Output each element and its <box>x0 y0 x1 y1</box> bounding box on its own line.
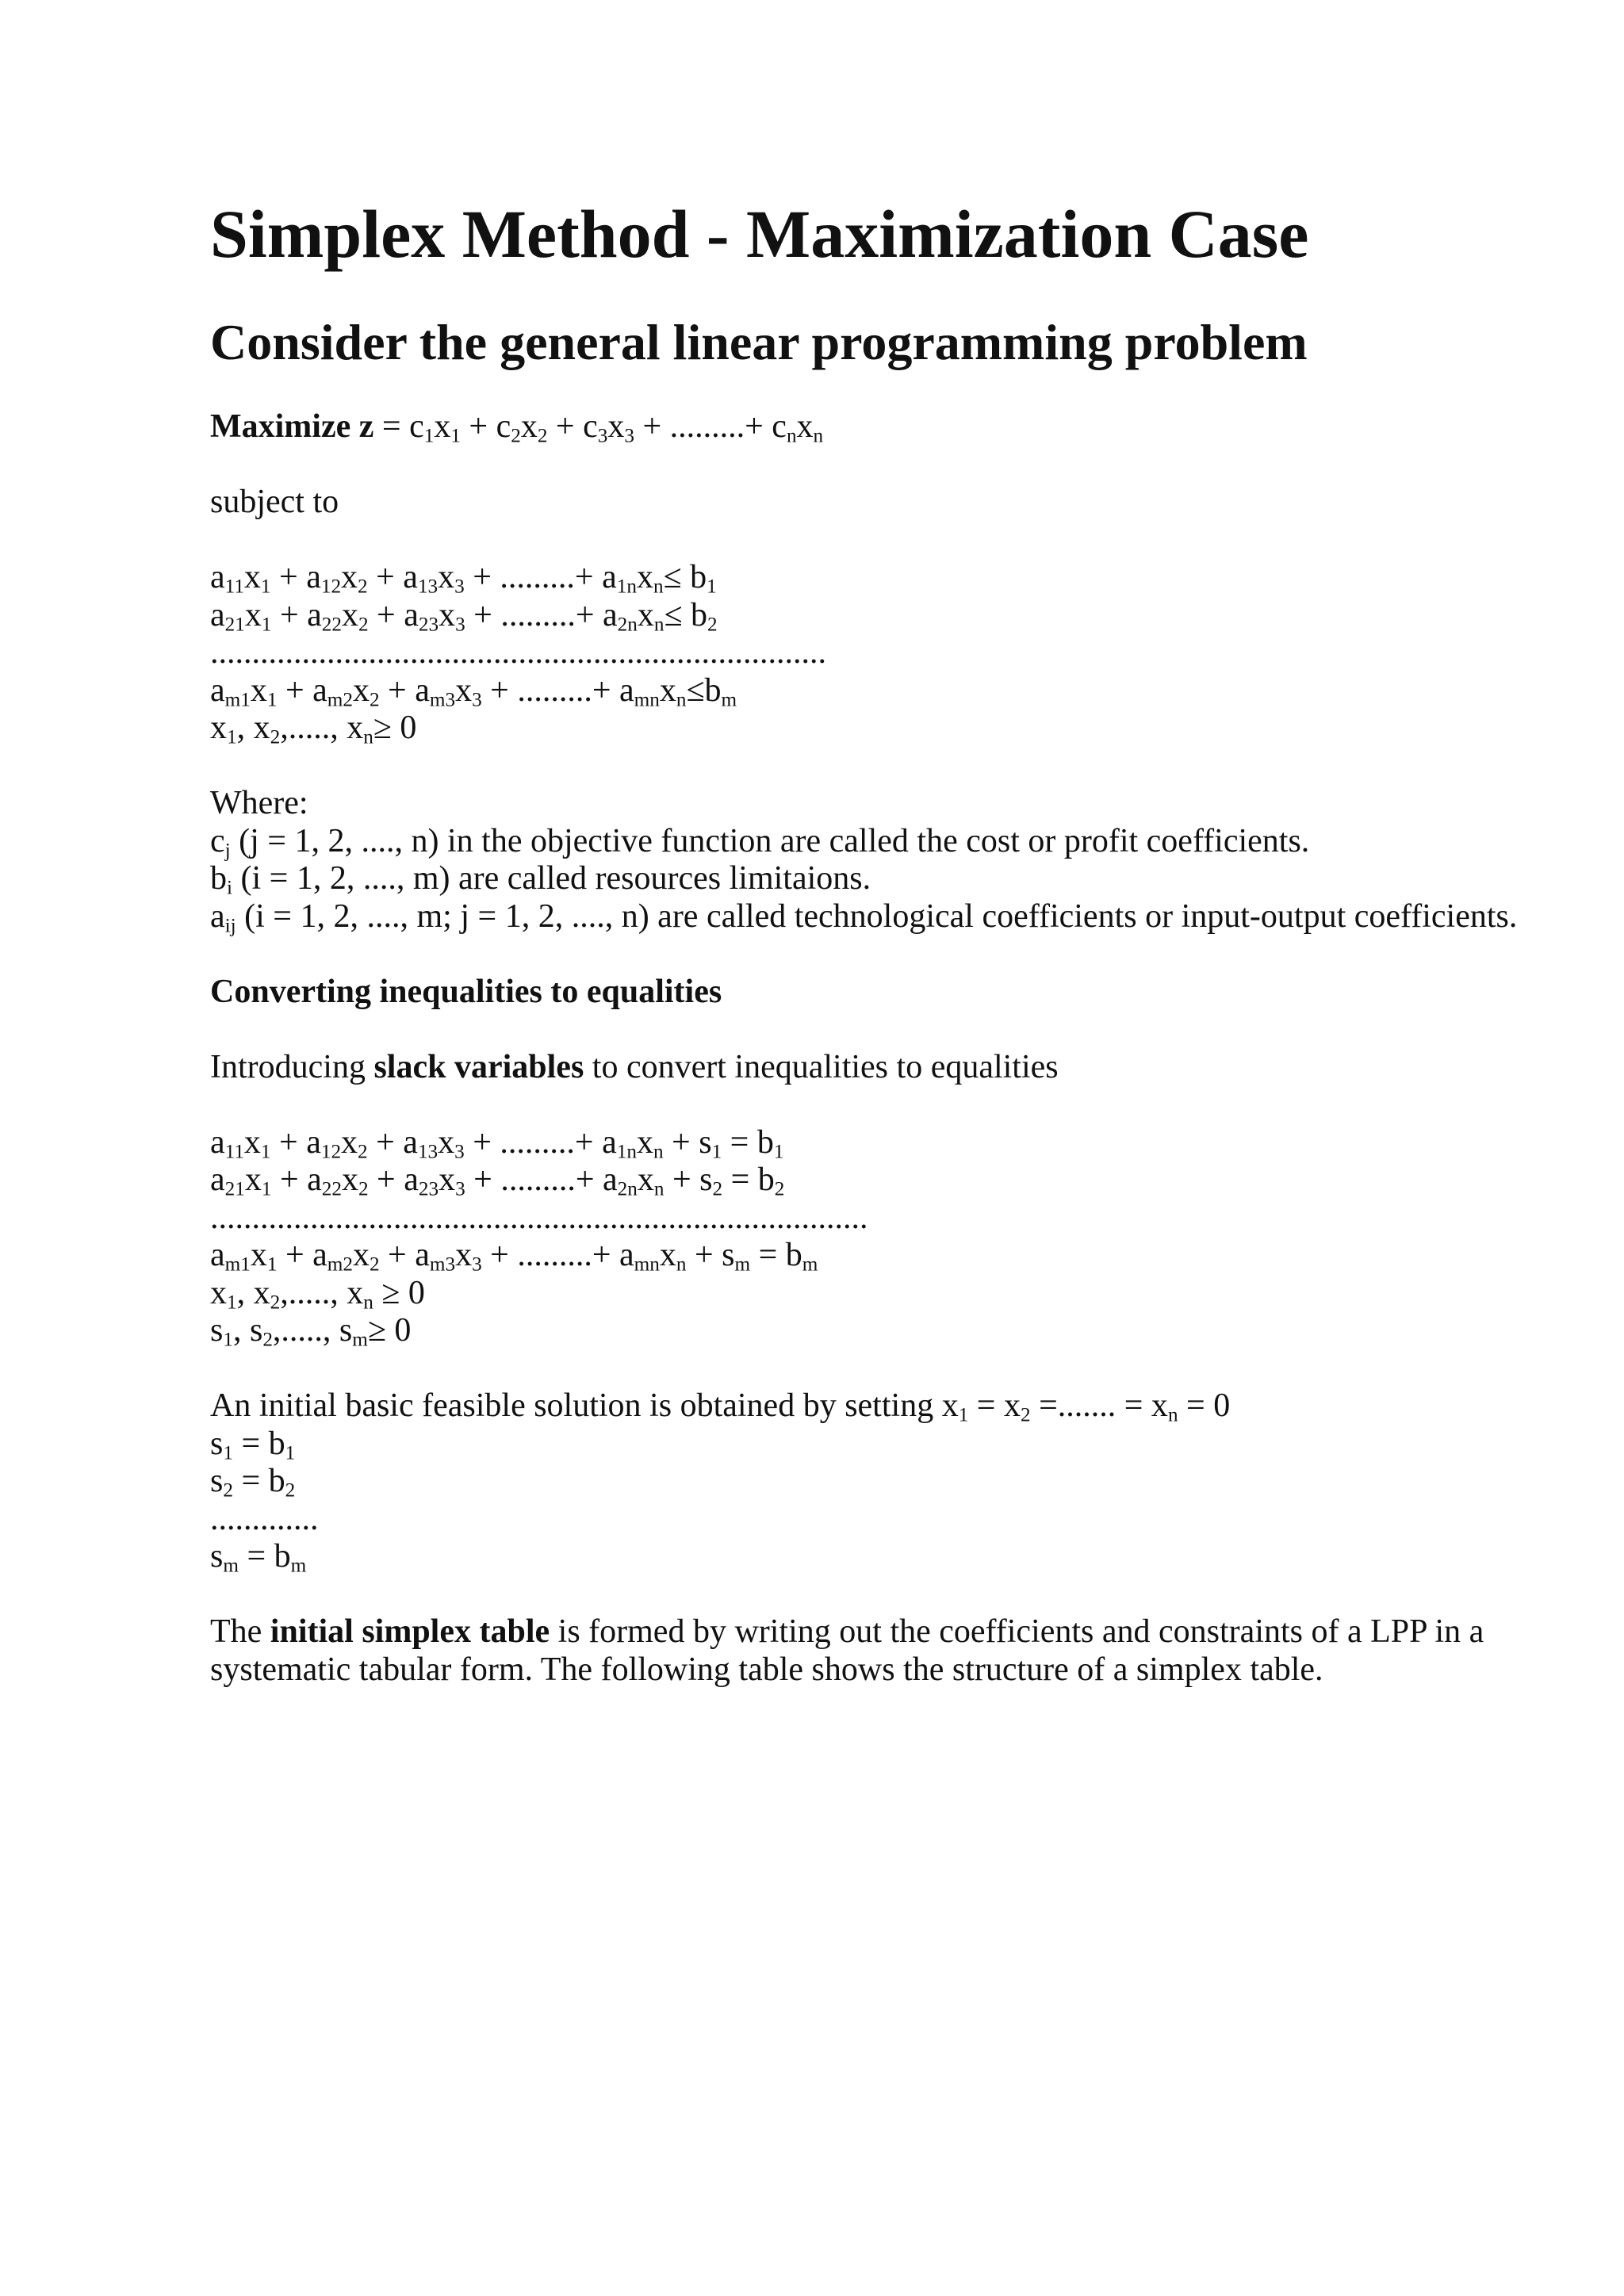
equality-line: $a_{21}x_1 + a_{22}x_2 + a_{23}x_3$ + .........+ $a_{2n}x_n + s_2 = b_2$ <box>210 1161 785 1200</box>
constraint-line: $a_{21}x_1 + a_{22}x_2 + a_{23}x_3$ + .........+ $a_{2n}x_n\le b_2$ <box>210 596 718 635</box>
section-subtitle: Consider the general linear programming problem <box>210 314 1308 370</box>
equality-line: ............................................................................... <box>210 1199 868 1236</box>
constraint-line: $a_{m1}x_1 + a_{m2}x_2 + a_{m3}x_3$ + .........+ $a_{mn}x_n\le b_m$ <box>210 672 737 710</box>
slack-variables-term: slack variables <box>373 1048 584 1085</box>
objective-expression: = $c_1x_1 + c_2x_2 + c_3x_3$ + .........+ $c_nx_n$ <box>373 408 824 447</box>
equality-line: $x_1$, $x_2$,....., $x_n \ge 0$ <box>210 1274 425 1313</box>
document-body <box>210 408 1614 1689</box>
initial-solution-line: $s_2 = b_2$ <box>210 1463 296 1502</box>
objective-function <box>210 408 1614 446</box>
closing-after: is formed by writing out the coefficients and constraints of a LPP in a systematic tabular form. The following table shows the structure of a simplex table. <box>210 1613 1484 1688</box>
where-definitions <box>210 823 1614 936</box>
definition-line: $b_i$ (i = 1, 2, ...., m) are called resources limitaions. <box>210 860 871 899</box>
equality-line: $a_{m1}x_1 + a_{m2}x_2 + a_{m3}x_3$ + .........+ $a_{mn}x_n + s_m = b_m$ <box>210 1237 818 1276</box>
constraint-line: $x_1$, $x_2$,....., $x_n\ge 0$ <box>210 710 417 748</box>
page-title: Simplex Method - Maximization Case <box>210 196 1309 272</box>
initial-solution-line: $s_m = b_m$ <box>210 1538 307 1577</box>
initial-solution-line: ............. <box>210 1500 319 1537</box>
equality-line: $a_{11}x_1 + a_{12}x_2 + a_{13}x_3$ + .........+ $a_{1n}x_n + s_1 = b_1$ <box>210 1123 784 1162</box>
equality-line: $s_1$, $s_2$,....., $s_m\ge 0$ <box>210 1312 412 1351</box>
slack-intro-after: to convert inequalities to equalities <box>584 1048 1059 1085</box>
objective-label: Maximize z <box>210 408 374 445</box>
constraint-line: $a_{11}x_1 + a_{12}x_2 + a_{13}x_3$ + .........+ $a_{1n}x_n\le b_1$ <box>210 559 717 598</box>
converting-heading-text: Converting inequalities to equalities <box>210 973 722 1010</box>
definition-line: $c_j$ (j = 1, 2, ...., n) in the objective function are called the cost or profit coefficients. <box>210 822 1310 861</box>
initial-solution-line: $s_1 = b_1$ <box>210 1425 296 1464</box>
subject-to-label: subject to <box>210 484 339 520</box>
initial-solution-line: An initial basic feasible solution is obtained by setting $x_1 = x_2$ =....... = $x_n = 0$ <box>210 1387 1231 1426</box>
converting-heading <box>210 974 1614 1012</box>
slack-intro <box>210 1049 1614 1087</box>
definition-line: $a_{ij}$ (i = 1, 2, ...., m; j = 1, 2, ...., n) are called technological coefficients or input-output coefficients. <box>210 897 1518 936</box>
closing-paragraph <box>210 1613 1614 1689</box>
initial-solution-block <box>210 1387 1614 1576</box>
slack-intro-before: Introducing <box>210 1048 374 1085</box>
equalities-block <box>210 1124 1614 1350</box>
constraint-line: .......................................................................... <box>210 634 826 671</box>
closing-before: The <box>210 1613 270 1650</box>
where-label: Where: <box>210 785 308 821</box>
constraints-block <box>210 559 1614 748</box>
initial-simplex-table-term: initial simplex table <box>270 1613 550 1650</box>
